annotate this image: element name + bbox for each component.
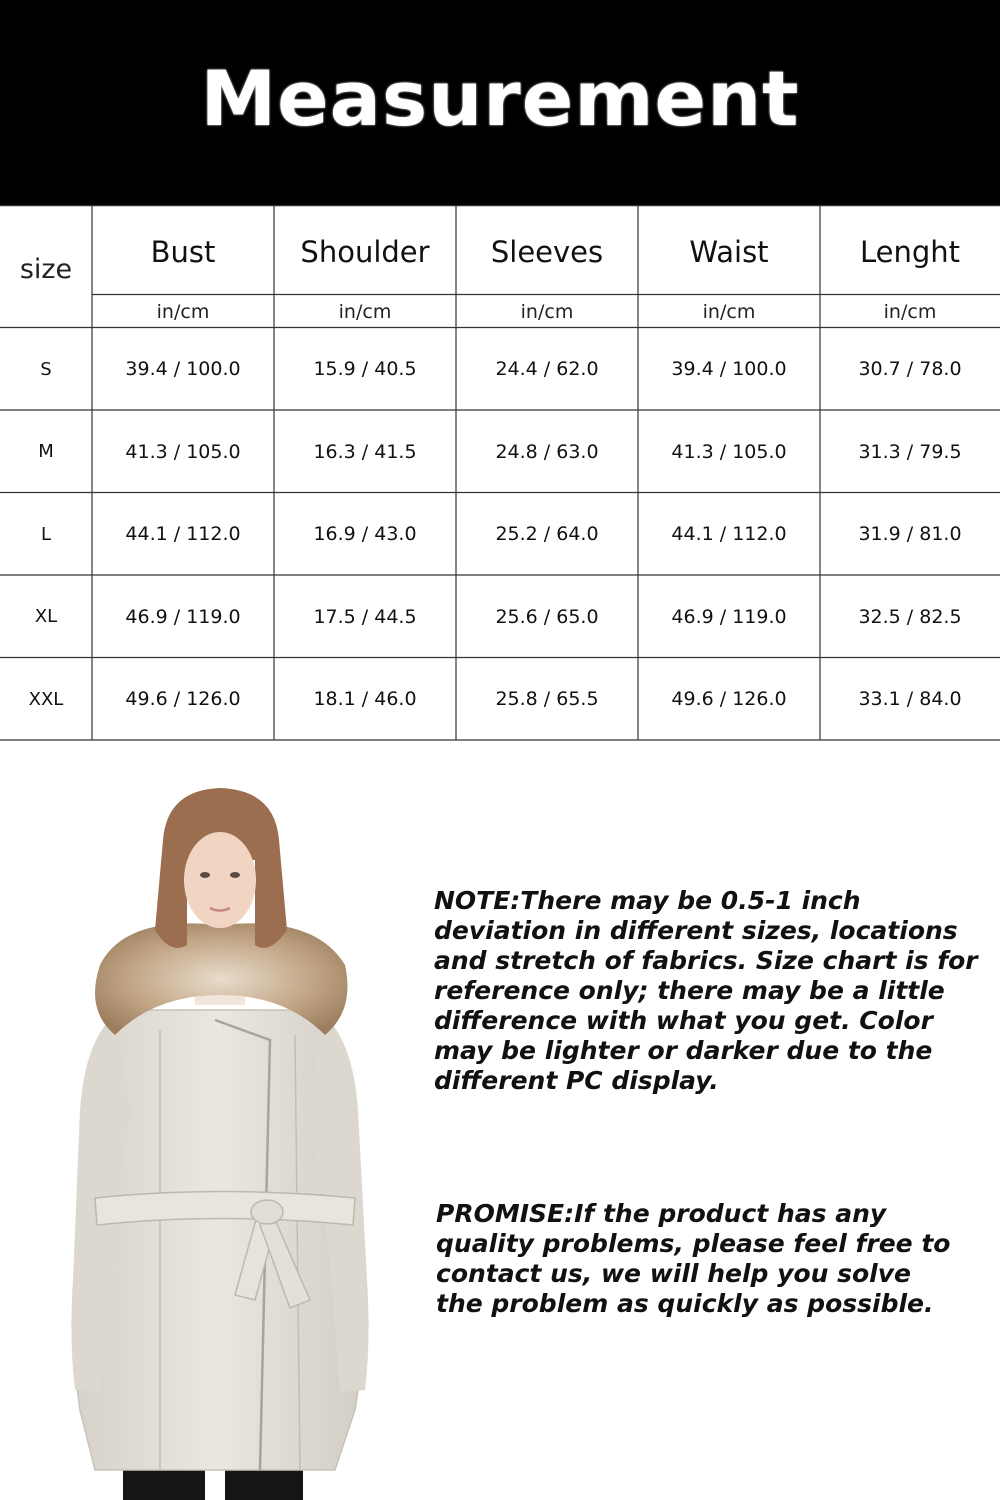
table-cell: 49.6 / 126.0 — [671, 688, 787, 710]
note-line: and stretch of fabrics. Size chart is for — [434, 946, 978, 975]
table-cell: 25.6 / 65.0 — [495, 605, 599, 628]
promise-text — [436, 1199, 976, 1319]
column-header-bust: Bust — [150, 235, 216, 269]
note-line: different PC display. — [434, 1066, 719, 1095]
size-label-s: S — [40, 358, 52, 380]
page-title: Measurement — [200, 54, 800, 143]
table-cell: 49.6 / 126.0 — [125, 688, 241, 710]
table-cell: 33.1 / 84.0 — [858, 688, 962, 710]
table-cell: 41.3 / 105.0 — [671, 440, 787, 463]
size-chart-table — [0, 205, 1000, 741]
table-cell: 39.4 / 100.0 — [125, 358, 241, 380]
table-cell: 25.8 / 65.5 — [495, 688, 599, 710]
unit-label-sleeves: in/cm — [520, 300, 574, 323]
promise-line: the problem as quickly as possible. — [436, 1289, 934, 1318]
table-cell: 46.9 / 119.0 — [125, 605, 241, 628]
table-cell: 46.9 / 119.0 — [671, 605, 787, 628]
table-cell: 16.3 / 41.5 — [313, 440, 417, 463]
column-header-waist: Waist — [689, 235, 769, 269]
table-cell: 25.2 / 64.0 — [495, 523, 599, 545]
column-header-sleeves: Sleeves — [490, 235, 604, 269]
table-cell: 39.4 / 100.0 — [671, 358, 787, 380]
size-label-xl: XL — [34, 606, 58, 627]
note-line: NOTE:There may be 0.5-1 inch — [434, 886, 861, 915]
table-cell: 31.9 / 81.0 — [858, 523, 962, 545]
unit-label-shoulder: in/cm — [338, 300, 392, 323]
size-column-header: size — [19, 253, 73, 285]
promise-line: contact us, we will help you solve — [436, 1259, 911, 1288]
table-cell: 17.5 / 44.5 — [313, 605, 417, 628]
note-line: difference with what you get. Color — [434, 1006, 933, 1035]
table-cell: 44.1 / 112.0 — [671, 523, 787, 545]
table-cell: 32.5 / 82.5 — [858, 605, 962, 628]
size-label-m: M — [38, 441, 54, 462]
table-cell: 18.1 / 46.0 — [313, 688, 417, 710]
table-cell: 16.9 / 43.0 — [313, 523, 417, 545]
promise-line: PROMISE:If the product has any — [436, 1199, 887, 1228]
note-text — [434, 886, 978, 1096]
promise-line: quality problems, please feel free to — [436, 1229, 951, 1258]
table-cell: 44.1 / 112.0 — [125, 523, 241, 545]
table-cell: 24.8 / 63.0 — [495, 440, 599, 463]
column-header-shoulder: Shoulder — [300, 235, 430, 269]
size-label-l: L — [40, 523, 52, 545]
table-cell: 15.9 / 40.5 — [313, 358, 417, 380]
table-cell: 24.4 / 62.0 — [495, 358, 599, 380]
note-line: reference only; there may be a little — [434, 976, 945, 1005]
unit-label-length: in/cm — [883, 300, 937, 323]
table-cell: 41.3 / 105.0 — [125, 440, 241, 463]
note-line: may be lighter or darker due to the — [434, 1036, 933, 1065]
unit-label-bust: in/cm — [156, 300, 210, 323]
model-photo — [55, 780, 385, 1500]
table-cell: 30.7 / 78.0 — [858, 358, 962, 380]
note-line: deviation in different sizes, locations — [434, 916, 958, 945]
column-header-length: Lenght — [859, 235, 961, 269]
size-label-xxl: XXL — [28, 688, 64, 710]
table-cell: 31.3 / 79.5 — [858, 440, 962, 463]
unit-label-waist: in/cm — [702, 300, 756, 323]
measurement-banner — [0, 0, 1000, 205]
